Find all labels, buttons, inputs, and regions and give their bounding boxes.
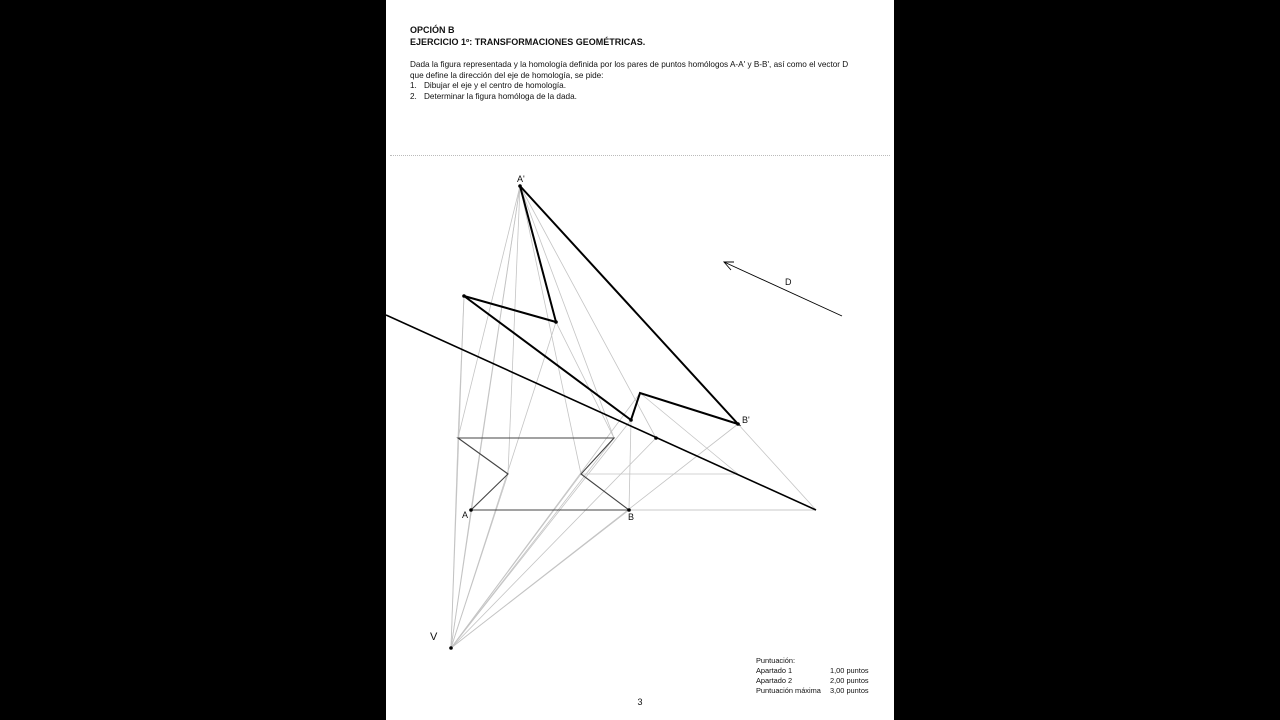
intro-line-1: Dada la figura representada y la homología definida por los pares de puntos homólogos A-A' y B-B', así como el vector D (410, 60, 849, 69)
label-a-prime: A' (517, 174, 525, 184)
construction-lines (451, 186, 816, 648)
scoring-title: Puntuación: (756, 656, 796, 665)
homologous-figure (464, 186, 738, 424)
option-title: OPCIÓN B (410, 25, 455, 35)
task-item: 1. Dibujar el eje y el centro de homología. (410, 81, 566, 90)
intro-line-2: que define la dirección del eje de homología, se pide: (410, 70, 604, 80)
exercise-title: EJERCICIO 1º: TRANSFORMACIONES GEOMÉTRICAS. (410, 37, 646, 47)
scoring-row: Apartado 2 2,00 puntos (756, 676, 869, 685)
label-b: B (628, 512, 635, 522)
homology-figure (386, 0, 894, 720)
scoring-table (756, 656, 869, 696)
vector-d (724, 262, 842, 316)
label-a: A (462, 510, 469, 520)
task-item: 2. Determinar la figura homóloga de la dada. (410, 91, 577, 101)
page-number: 3 (637, 697, 643, 707)
label-d: D (785, 277, 792, 287)
label-v: V (430, 631, 438, 643)
figure-points (449, 184, 740, 650)
exam-page (386, 0, 894, 720)
scoring-row: Puntuación máxima 3,00 puntos (756, 686, 869, 695)
homology-axis (386, 315, 816, 510)
scoring-row: Apartado 1 1,00 puntos (756, 666, 869, 675)
label-b-prime: B' (742, 415, 750, 425)
